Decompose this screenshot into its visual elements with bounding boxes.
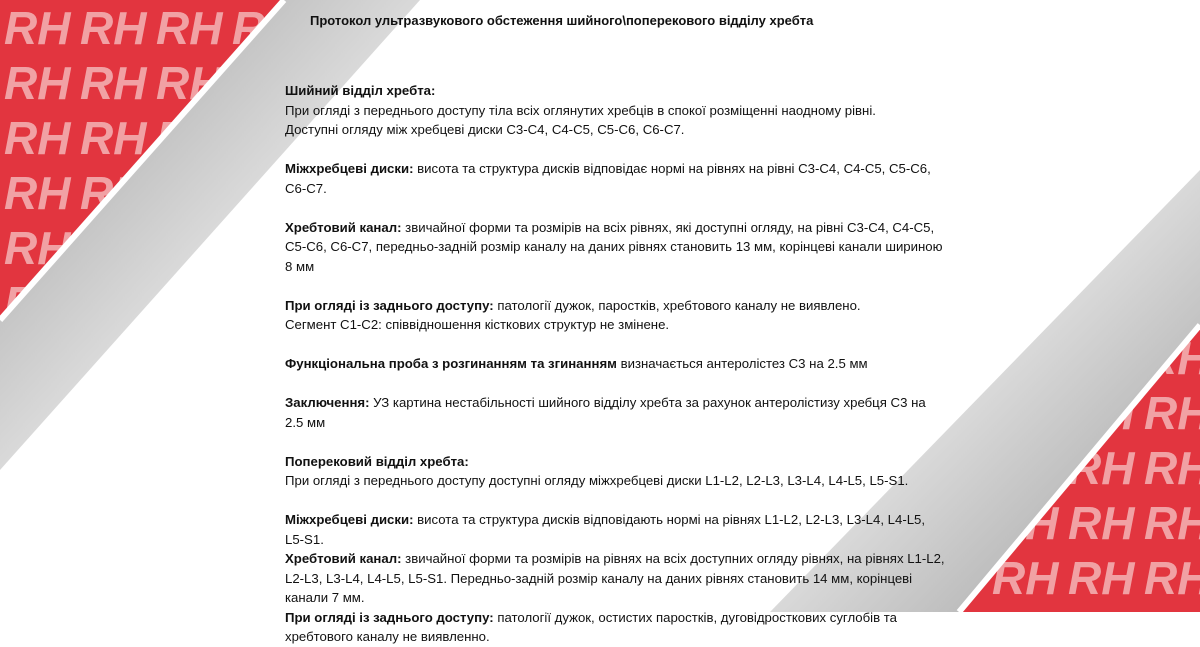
cervical-discs bbox=[285, 159, 945, 198]
cervical-conclusion bbox=[285, 393, 945, 432]
cervical-canal-text: звичайної форми та розмірів на всіх рівнях, які доступні огляду, на рівні С3-С4, С4-С5, С5-С6, С6-С7, передньо-задній розмір каналу на даних рівнях становить 13 мм, корінцеві канали шириною 8 мм bbox=[285, 219, 943, 274]
cervical-conclusion-text: УЗ картина нестабільності шийного відділу хребта за рахунок антеролістизу хребця С3 на 2.5 мм bbox=[285, 395, 926, 430]
lumbar-canal-label: Хребтовий канал: bbox=[285, 551, 402, 566]
cervical-functional-label: Функціональна проба з розгинанням та згинанням bbox=[285, 356, 617, 371]
cervical-posterior-text: патології дужок, паростків, хребтового каналу не виявлено. bbox=[493, 297, 861, 313]
cervical-posterior bbox=[285, 296, 945, 335]
cervical-discs-label: Міжхребцеві диски: bbox=[285, 161, 414, 176]
cervical-functional-text: визначається антеролістез С3 на 2.5 мм bbox=[616, 356, 868, 371]
lumbar-posterior bbox=[285, 608, 945, 647]
lumbar-posterior-text: патології дужок, остистих паростків, дуговідросткових суглобів та хребтового каналу не виявленно. bbox=[285, 609, 898, 644]
lumbar-canal bbox=[285, 549, 945, 608]
lumbar-heading: Поперековий відділ хребта: bbox=[285, 453, 469, 469]
lumbar-discs-text: висота та структура дисків відповідають нормі на рівнях L1-L2, L2-L3, L3-L4, L4-L5, L5-S1. bbox=[285, 512, 926, 547]
lumbar-discs bbox=[285, 510, 945, 549]
cervical-canal-label: Хребтовий канал: bbox=[285, 219, 402, 235]
cervical-intro bbox=[285, 81, 945, 140]
lumbar-canal-text: звичайної форми та розмірів на рівнях на всіх доступних огляду рівнях, на рівнях L1-L2, L2-L3, L3-L4, L4-L5, L5-S1. Передньо-задній розмір каналу на даних рівнях становить 14 мм, корінцеві канали 7 мм. bbox=[285, 551, 945, 605]
cervical-posterior-label: При огляді із заднього доступу: bbox=[285, 297, 494, 313]
report-body bbox=[285, 81, 945, 647]
cervical-canal bbox=[285, 218, 945, 277]
cervical-segment: Сегмент С1-С2: співвідношення кісткових структур не змінене. bbox=[285, 317, 670, 332]
cervical-heading: Шийний відділ хребта: bbox=[285, 83, 436, 98]
cervical-line-1: При огляді з переднього доступу тіла всіх оглянутих хребців в спокої розміщенні наодному рівні. bbox=[285, 102, 876, 118]
cervical-discs-text: висота та структура дисків відповідає нормі на рівнях на рівні С3-С4, С4-С5, С5-С6, С6-С7. bbox=[285, 161, 931, 196]
lumbar-intro bbox=[285, 452, 945, 491]
lumbar-line-1: При огляді з переднього доступу доступні огляду міжхребцеві диски L1-L2, L2-L3, L3-L4, L4-L5, L5-S1. bbox=[285, 473, 909, 488]
document-title: Протокол ультразвукового обстеження шийного\поперекового відділу хребта bbox=[310, 13, 814, 28]
cervical-functional bbox=[285, 354, 945, 374]
lumbar-discs-label: Міжхребцеві диски: bbox=[285, 512, 414, 527]
cervical-conclusion-label: Заключення: bbox=[285, 395, 370, 410]
cervical-line-2: Доступні огляду між хребцеві диски С3-С4, С4-С5, С5-С6, С6-С7. bbox=[285, 122, 685, 137]
lumbar-posterior-label: При огляді із заднього доступу: bbox=[285, 609, 494, 625]
